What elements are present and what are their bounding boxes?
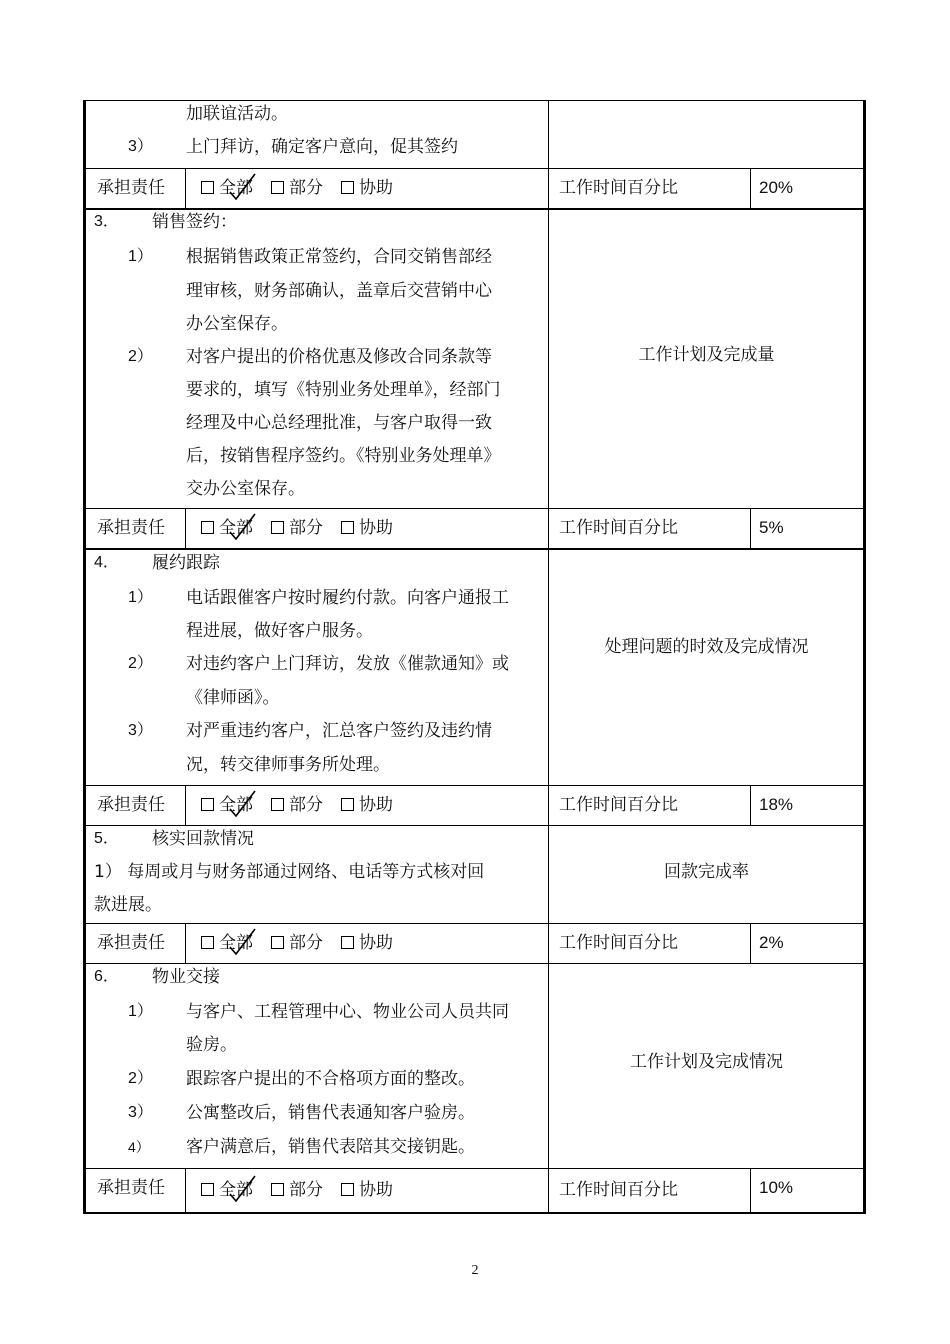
responsibility-label: 承担责任	[97, 1178, 165, 1198]
responsibility-row	[85, 923, 865, 963]
option-label: 全部	[219, 795, 253, 815]
item-number: 2）	[128, 348, 153, 365]
item-line: 后，按销售程序签约。《特别业务处理单》	[186, 446, 501, 466]
option-part[interactable]	[271, 923, 323, 963]
checkbox[interactable]	[341, 798, 354, 811]
continuation-line: 加联谊活动。	[186, 104, 288, 124]
responsibility-label: 承担责任	[97, 795, 165, 815]
option-label: 协助	[359, 518, 393, 538]
time-percent-value: 5%	[759, 518, 784, 537]
option-label: 部分	[289, 795, 323, 815]
responsibility-label: 承担责任	[97, 178, 165, 198]
checkbox[interactable]	[201, 1183, 214, 1196]
item-number: 3）	[128, 1104, 153, 1121]
checkmark-icon	[228, 1174, 256, 1202]
time-percent-label: 工作时间百分比	[559, 795, 678, 815]
item-number: 3）	[128, 722, 153, 739]
section-number: 6．	[94, 968, 119, 985]
section-title: 销售签约：	[152, 212, 237, 232]
item-text: 上门拜访，确定客户意向，促其签约	[186, 137, 458, 157]
item-line: 与客户、工程管理中心、物业公司人员共同	[186, 1002, 509, 1022]
responsibility-label: 承担责任	[97, 933, 165, 953]
item-line: 对客户提出的价格优惠及修改合同条款等	[186, 347, 492, 367]
section-number: 3．	[94, 213, 119, 230]
item-line: 况，转交律师事务所处理。	[186, 755, 390, 775]
option-part[interactable]	[271, 1170, 323, 1210]
checkbox[interactable]	[341, 521, 354, 534]
section-number: 4．	[94, 554, 119, 571]
standard-text: 工作计划及完成情况	[630, 1052, 783, 1072]
item-line: 《律师函》。	[186, 688, 280, 708]
item-line: 对违约客户上门拜访，发放《催款通知》或	[186, 654, 509, 674]
checkbox[interactable]	[271, 798, 284, 811]
checkbox[interactable]	[271, 181, 284, 194]
item-number: 2）	[128, 1070, 153, 1087]
checkbox[interactable]	[201, 521, 214, 534]
option-assist[interactable]	[341, 168, 393, 208]
option-label: 协助	[359, 795, 393, 815]
section-title: 物业交接	[152, 967, 220, 987]
time-percent-label: 工作时间百分比	[559, 178, 678, 198]
item-line: 办公室保存。	[186, 314, 288, 334]
checkbox[interactable]	[201, 936, 214, 949]
option-assist[interactable]	[341, 1170, 393, 1210]
checkbox[interactable]	[341, 936, 354, 949]
checkmark-icon	[228, 927, 256, 955]
option-label: 全部	[219, 1180, 253, 1200]
item-line: 经理及中心总经理批准，与客户取得一致	[186, 413, 492, 433]
item-line: 验房。	[186, 1035, 237, 1055]
option-label: 协助	[359, 1180, 393, 1200]
option-part[interactable]	[271, 508, 323, 548]
item-line: 客户满意后，销售代表陪其交接钥匙。	[186, 1137, 475, 1157]
option-label: 部分	[289, 518, 323, 538]
option-label: 全部	[219, 933, 253, 953]
checkbox[interactable]	[271, 1183, 284, 1196]
item-line: 对严重违约客户，汇总客户签约及违约情	[186, 721, 492, 741]
checkmark-icon	[228, 789, 256, 817]
item-number: 4）	[128, 1139, 150, 1155]
option-assist[interactable]	[341, 785, 393, 825]
option-label: 全部	[219, 178, 253, 198]
item-number: 3）	[128, 138, 153, 155]
item-line: 1） 每周或月与财务部通过网络、电话等方式核对回	[94, 862, 485, 882]
standard-text: 处理问题的时效及完成情况	[604, 637, 809, 657]
responsibility-label: 承担责任	[97, 518, 165, 538]
option-part[interactable]	[271, 785, 323, 825]
checkmark-icon	[228, 512, 256, 540]
item-number: 1）	[128, 1003, 153, 1020]
responsibility-row	[85, 508, 865, 548]
option-label: 部分	[289, 933, 323, 953]
checkbox[interactable]	[341, 181, 354, 194]
responsibility-row	[85, 785, 865, 825]
item-line: 交办公室保存。	[186, 479, 305, 499]
checkbox[interactable]	[341, 1183, 354, 1196]
section-title: 履约跟踪	[152, 553, 220, 573]
time-percent-value: 2%	[759, 933, 784, 952]
item-line: 电话跟催客户按时履约付款。向客户通报工	[186, 588, 509, 608]
item-number: 1）	[128, 589, 153, 606]
item-number: 1）	[128, 248, 153, 265]
item-line: 跟踪客户提出的不合格项方面的整改。	[186, 1069, 475, 1089]
standard-text: 工作计划及完成量	[638, 345, 775, 365]
option-label: 协助	[359, 933, 393, 953]
item-line: 根据销售政策正常签约，合同交销售部经	[186, 247, 492, 267]
table-rule	[83, 1212, 866, 1214]
section-title: 核实回款情况	[152, 829, 254, 849]
option-assist[interactable]	[341, 923, 393, 963]
time-percent-label: 工作时间百分比	[559, 518, 678, 538]
time-percent-value: 10%	[759, 1178, 794, 1197]
responsibility-row	[85, 168, 865, 208]
checkmark-icon	[228, 172, 256, 200]
time-percent-value: 20%	[759, 178, 794, 197]
time-percent-label: 工作时间百分比	[559, 1180, 678, 1200]
item-number: 2）	[128, 655, 153, 672]
responsibility-row	[85, 1168, 865, 1212]
time-percent-label: 工作时间百分比	[559, 933, 678, 953]
checkbox[interactable]	[271, 936, 284, 949]
checkbox[interactable]	[201, 798, 214, 811]
item-line: 款进展。	[94, 895, 162, 915]
option-part[interactable]	[271, 168, 323, 208]
table-left-border	[83, 100, 86, 1214]
page-number: 2	[471, 1263, 479, 1278]
section-number: 5．	[94, 830, 119, 847]
option-assist[interactable]	[341, 508, 393, 548]
standard-text: 回款完成率	[664, 862, 749, 882]
option-label: 部分	[289, 1180, 323, 1200]
time-percent-value: 18%	[759, 795, 794, 814]
item-line: 要求的，填写《特别业务处理单》，经部门	[186, 380, 501, 400]
item-line: 程进展，做好客户服务。	[186, 621, 373, 641]
item-line: 公寓整改后，销售代表通知客户验房。	[186, 1103, 475, 1123]
item-line: 理审核，财务部确认，盖章后交营销中心	[186, 281, 492, 301]
option-label: 部分	[289, 178, 323, 198]
checkbox[interactable]	[201, 181, 214, 194]
option-label: 全部	[219, 518, 253, 538]
option-label: 协助	[359, 178, 393, 198]
checkbox[interactable]	[271, 521, 284, 534]
